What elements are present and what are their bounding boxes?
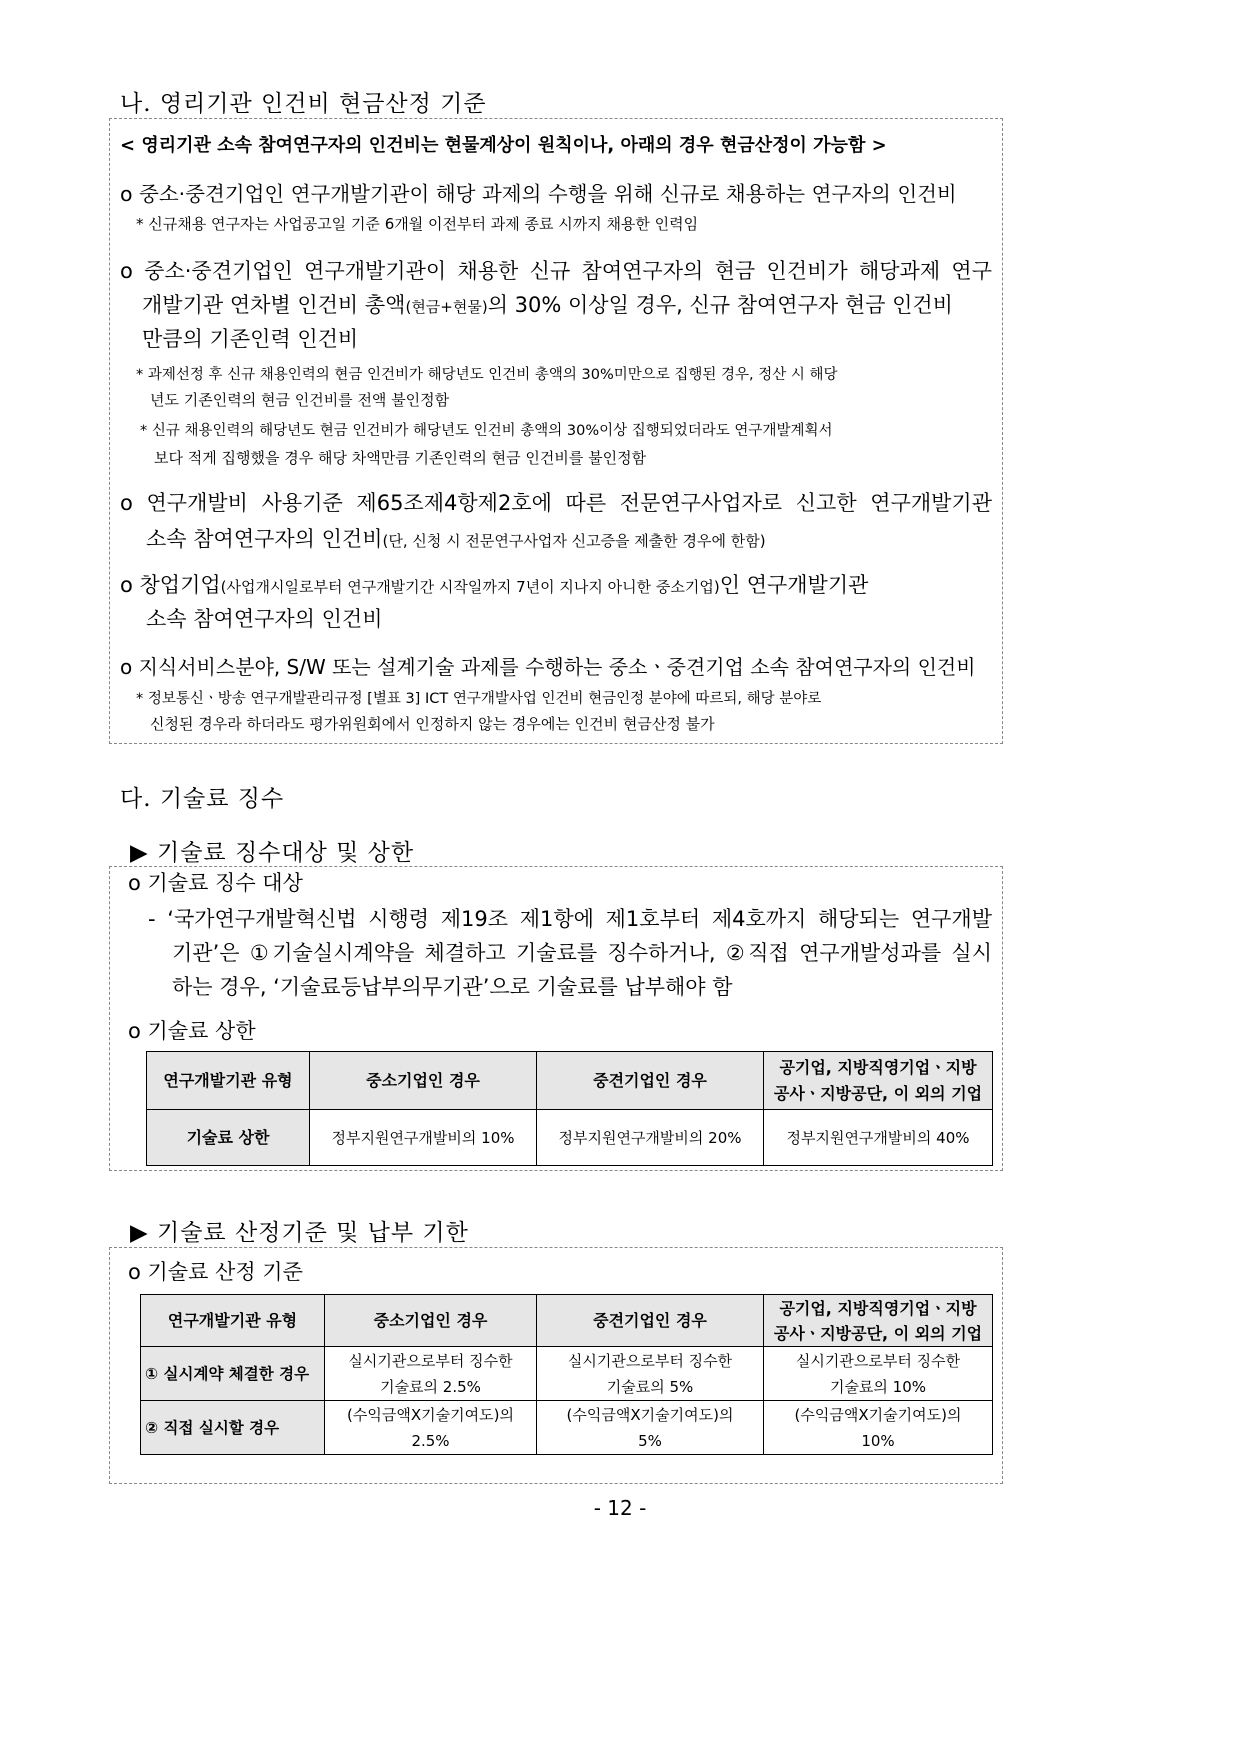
cell-direct-midsize-line-1: (수익금액X기술기여도)의 bbox=[566, 1405, 734, 1424]
item-5-note-line-1: * 정보통신ㆍ방송 연구개발관리규정 [별표 3] ICT 연구개발사업 인건비 현금인정 분야에 따르되, 해당 분야로 bbox=[136, 691, 822, 707]
cell-license-sme-line-2: 기술료의 2.5% bbox=[380, 1377, 481, 1396]
cell-direct-sme-line-2: 2.5% bbox=[411, 1431, 450, 1450]
item-2-line-3: 만큼의 기존인력 인건비 bbox=[142, 327, 359, 351]
item-4-line-1 bbox=[120, 569, 992, 599]
cell-limit-sme: 정부지원연구개발비의 10% bbox=[310, 1110, 537, 1166]
header-org-type: 연구개발기관 유형 bbox=[141, 1295, 325, 1347]
header-org-type: 연구개발기관 유형 bbox=[147, 1052, 310, 1110]
item-1: o 중소·중견기업인 연구개발기관이 해당 과제의 수행을 위해 신규로 채용하는 연구자의 인건비 bbox=[120, 182, 957, 206]
item-3-line-2a: 소속 참여연구자의 인건비 bbox=[146, 527, 383, 551]
header-public-line-2: 공사ㆍ지방공단, 이 외의 기업 bbox=[773, 1083, 983, 1103]
cell-license-public-line-1: 실시기관으로부터 징수한 bbox=[795, 1351, 961, 1370]
royalty-basis-box bbox=[109, 1247, 1003, 1484]
cell-direct-public bbox=[764, 1401, 993, 1455]
cell-limit-public: 정부지원연구개발비의 40% bbox=[764, 1110, 993, 1166]
row-label-direct: ② 직접 실시할 경우 bbox=[141, 1401, 325, 1455]
cell-direct-public-line-2: 10% bbox=[861, 1431, 895, 1450]
subsection-title-basis: ▶ 기술료 산정기준 및 납부 기한 bbox=[130, 1220, 469, 1246]
header-public bbox=[764, 1052, 993, 1110]
item-2-line-1: o 중소·중견기업인 연구개발기관이 채용한 신규 참여연구자의 현금 인건비가 해당과제 연구 bbox=[120, 259, 992, 283]
header-midsize: 중견기업인 경우 bbox=[537, 1052, 764, 1110]
cell-direct-midsize-line-2: 5% bbox=[638, 1431, 662, 1450]
cash-labor-cost-box bbox=[109, 118, 1003, 744]
item-2-note-2-line-1: * 신규 채용인력의 해당년도 현금 인건비가 해당년도 인건비 총액의 30%이상 집행되었더라도 연구개발계획서 bbox=[140, 423, 833, 439]
cell-license-public bbox=[764, 1347, 993, 1401]
header-public-line-1: 공기업, 지방직영기업ㆍ지방 bbox=[779, 1057, 977, 1077]
box-heading: < 영리기관 소속 참여연구자의 인건비는 현물계상이 원칙이나, 아래의 경우 현금산정이 가능함 > bbox=[120, 135, 887, 156]
item-4-line-1b: (사업개시일로부터 연구개발기간 시작일까지 7년이 지나지 아니한 중소기업) bbox=[220, 578, 720, 596]
royalty-target-line-3: 하는 경우, ‘기술료등납부의무기관’으로 기술료를 납부해야 함 bbox=[172, 975, 733, 999]
item-2-line-2b: (현금+현물) bbox=[405, 298, 488, 316]
item-4-line-2: 소속 참여연구자의 인건비 bbox=[146, 607, 383, 631]
royalty-target-line-1: - ‘국가연구개발혁신법 시행령 제19조 제1항에 제1호부터 제4호까지 해당되는 연구개발 bbox=[148, 907, 992, 931]
cell-direct-midsize bbox=[537, 1401, 764, 1455]
royalty-limit-label: o 기술료 상한 bbox=[128, 1019, 256, 1043]
cell-license-midsize bbox=[537, 1347, 764, 1401]
header-sme: 중소기업인 경우 bbox=[310, 1052, 537, 1110]
cell-direct-sme-line-1: (수익금액X기술기여도)의 bbox=[347, 1405, 514, 1424]
cell-direct-sme bbox=[325, 1401, 537, 1455]
header-public-line-2: 공사ㆍ지방공단, 이 외의 기업 bbox=[773, 1323, 983, 1343]
header-public-line-1: 공기업, 지방직영기업ㆍ지방 bbox=[779, 1298, 977, 1318]
item-2-line-2 bbox=[142, 289, 992, 319]
item-2-note-2-line-2: 보다 적게 집행했을 경우 해당 차액만큼 기존인력의 현금 인건비를 불인정함 bbox=[154, 449, 647, 467]
section-title-na: 나. 영리기관 인건비 현금산정 기준 bbox=[120, 91, 487, 117]
cell-direct-public-line-1: (수익금액X기술기여도)의 bbox=[794, 1405, 962, 1424]
cell-limit-midsize: 정부지원연구개발비의 20% bbox=[537, 1110, 764, 1166]
header-sme: 중소기업인 경우 bbox=[325, 1295, 537, 1347]
item-3-line-2 bbox=[146, 523, 766, 553]
item-1-note: * 신규채용 연구자는 사업공고일 기준 6개월 이전부터 과제 종료 시까지 채용한 인력임 bbox=[136, 215, 699, 233]
header-midsize: 중견기업인 경우 bbox=[537, 1295, 764, 1347]
cell-license-sme bbox=[325, 1347, 537, 1401]
cell-license-midsize-line-1: 실시기관으로부터 징수한 bbox=[567, 1351, 733, 1370]
row-label-limit: 기술료 상한 bbox=[147, 1110, 310, 1166]
royalty-target-box bbox=[109, 866, 1003, 1171]
item-2-note-1-line-1: * 과제선정 후 신규 채용인력의 현금 인건비가 해당년도 인건비 총액의 30%미만으로 집행된 경우, 정산 시 해당 bbox=[136, 367, 838, 383]
item-3-line-2b: (단, 신청 시 전문연구사업자 신고증을 제출한 경우에 한함) bbox=[382, 532, 766, 550]
subsection-title-target: ▶ 기술료 징수대상 및 상한 bbox=[130, 840, 415, 866]
item-5: o 지식서비스분야, S/W 또는 설계기술 과제를 수행하는 중소ㆍ중견기업 소속 참여연구자의 인건비 bbox=[120, 655, 976, 679]
item-2-line-2c: 의 30% 이상일 경우, 신규 참여연구자 현금 인건비 bbox=[487, 293, 953, 317]
royalty-target-label: o 기술료 징수 대상 bbox=[128, 871, 303, 895]
royalty-limit-table bbox=[146, 1051, 993, 1166]
item-2-line-2a: 개발기관 연차별 인건비 총액 bbox=[142, 293, 406, 317]
item-5-note-line-2: 신청된 경우라 하더라도 평가위원회에서 인정하지 않는 경우에는 인건비 현금산정 불가 bbox=[150, 715, 715, 733]
item-4-line-1a: o 창업기업 bbox=[120, 573, 221, 597]
cell-license-sme-line-1: 실시기관으로부터 징수한 bbox=[348, 1351, 513, 1370]
section-title-da: 다. 기술료 징수 bbox=[120, 786, 285, 812]
header-public bbox=[764, 1295, 993, 1347]
item-3-line-1: o 연구개발비 사용기준 제65조제4항제2호에 따른 전문연구사업자로 신고한 연구개발기관 bbox=[120, 491, 992, 515]
row-label-license: ① 실시계약 체결한 경우 bbox=[141, 1347, 325, 1401]
item-4-line-1c: 인 연구개발기관 bbox=[719, 573, 869, 597]
cell-license-public-line-2: 기술료의 10% bbox=[829, 1377, 927, 1396]
royalty-basis-table bbox=[140, 1294, 993, 1455]
royalty-target-line-2: 기관’은 ①기술실시계약을 체결하고 기술료를 징수하거나, ②직접 연구개발성과를 실시 bbox=[172, 941, 992, 965]
royalty-basis-label: o 기술료 산정 기준 bbox=[128, 1260, 303, 1284]
page-number: - 12 - bbox=[593, 1496, 647, 1520]
item-2-note-1-line-2: 년도 기존인력의 현금 인건비를 전액 불인정함 bbox=[150, 391, 450, 409]
cell-license-midsize-line-2: 기술료의 5% bbox=[606, 1377, 694, 1396]
